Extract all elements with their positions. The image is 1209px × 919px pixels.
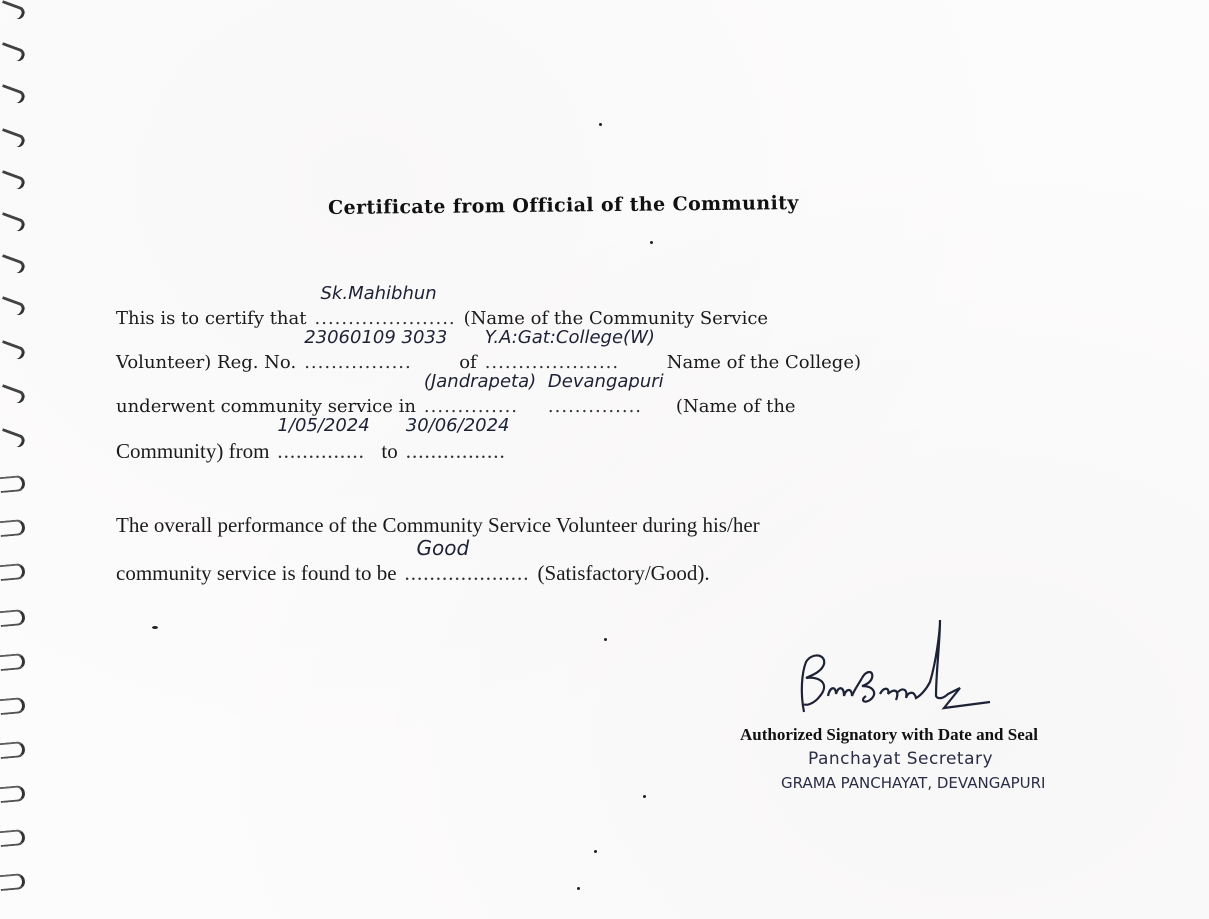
community-close: Community) from xyxy=(116,439,270,463)
of-word: of xyxy=(459,352,477,373)
binding-ring xyxy=(0,829,26,847)
binding-ring xyxy=(0,0,26,21)
binding-ring xyxy=(0,563,26,581)
to-word: to xyxy=(381,439,398,463)
binding-ring xyxy=(0,170,26,191)
speck xyxy=(650,241,653,244)
speck xyxy=(599,123,602,126)
spiral-binding xyxy=(0,0,30,919)
volunteer-name: Sk.Mahibhun xyxy=(320,283,437,304)
stamp-title: Panchayat Secretary xyxy=(808,749,994,769)
performance-prefix: community service is found to be xyxy=(116,561,397,585)
signatory-label: Authorized Signatory with Date and Seal xyxy=(740,725,1038,744)
community-name: (Jandrapeta) xyxy=(423,371,537,392)
college-name: Y.A:Gat:College(W) xyxy=(484,327,655,348)
from-date-dots: .............. xyxy=(277,439,365,463)
binding-ring xyxy=(0,42,26,63)
college-dots: .................... xyxy=(484,352,620,373)
village-name: Devangapuri xyxy=(547,371,664,392)
binding-ring xyxy=(0,340,26,361)
binding-ring xyxy=(0,212,26,233)
binding-ring xyxy=(0,384,26,405)
performance-line-1 xyxy=(116,512,1106,538)
signature xyxy=(790,612,1030,720)
to-date: 30/06/2024 xyxy=(405,415,510,436)
rating-field xyxy=(404,536,530,586)
binding-ring xyxy=(0,653,26,671)
binding-ring xyxy=(0,128,26,149)
community-dots: .............. xyxy=(423,396,519,417)
binding-ring xyxy=(0,519,26,537)
speck xyxy=(643,795,646,798)
binding-ring xyxy=(0,873,26,891)
binding-ring xyxy=(0,785,26,803)
reg-no-dots: ................ xyxy=(304,352,412,373)
volunteer-name-dots: ..................... xyxy=(314,308,456,329)
certificate-title: Certificate from Official of the Community xyxy=(327,192,799,219)
binding-ring xyxy=(0,741,26,759)
from-date: 1/05/2024 xyxy=(277,415,370,436)
binding-ring xyxy=(0,697,26,715)
binding-ring xyxy=(0,84,26,105)
binding-ring xyxy=(0,296,26,317)
rating-options: (Satisfactory/Good). xyxy=(537,561,710,585)
reg-label: Volunteer) Reg. No. xyxy=(116,352,297,373)
from-date-field xyxy=(277,415,373,464)
certify-line-4 xyxy=(116,415,1106,464)
volunteer-name-hint: (Name of the Community Service xyxy=(463,308,769,329)
speck xyxy=(604,638,607,641)
binding-ring xyxy=(0,475,26,493)
speck xyxy=(152,626,158,629)
rating-value: Good xyxy=(416,536,470,560)
village-field xyxy=(547,371,668,420)
college-hint: Name of the College) xyxy=(666,352,862,373)
speck xyxy=(577,887,580,890)
speck xyxy=(594,850,597,853)
binding-ring xyxy=(0,428,26,449)
performance-line-1-text: The overall performance of the Community Service Volunteer during his/her xyxy=(116,513,760,537)
binding-ring xyxy=(0,609,26,627)
community-hint: (Name of the xyxy=(675,396,796,417)
performance-line-2 xyxy=(116,536,1106,586)
rating-dots: .................... xyxy=(404,561,530,585)
reg-no: 23060109 3033 xyxy=(304,327,448,348)
certify-line-3 xyxy=(116,371,1106,420)
certify-intro: This is to certify that xyxy=(116,308,307,329)
to-date-field xyxy=(405,415,514,464)
stamp-organization: GRAMA PANCHAYAT, DEVANGAPURI xyxy=(781,774,1046,792)
village-dots: .............. xyxy=(547,396,643,417)
underwent-text: underwent community service in xyxy=(116,396,416,417)
to-date-dots: ................ xyxy=(405,439,506,463)
binding-ring xyxy=(0,254,26,275)
